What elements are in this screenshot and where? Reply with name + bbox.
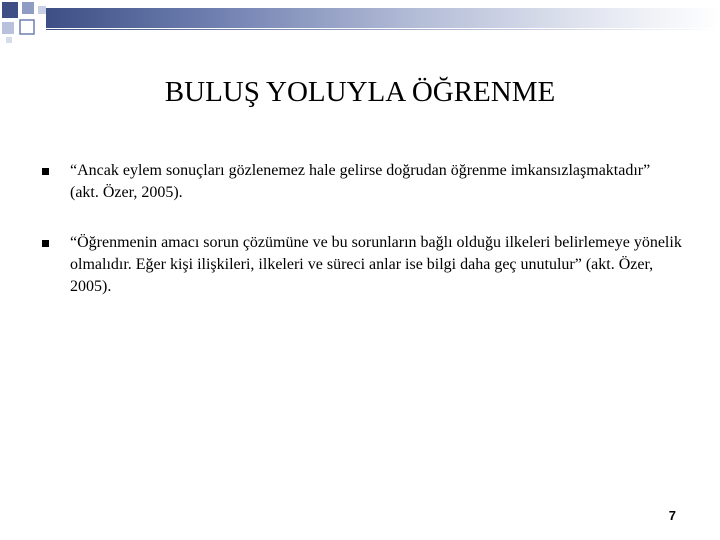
bullet-text: “Öğrenmenin amacı sorun çözümüne ve bu sorunların bağlı olduğu ilkeleri belirlemeye yönelik olmalıdır. Eğer kişi ilişkileri, ilkeleri ve süreci anlar ise bilgi daha geç unutulur” (akt. Özer, 2005). bbox=[70, 234, 682, 295]
bullet-item bbox=[42, 232, 682, 298]
square-bullet-icon bbox=[42, 240, 49, 247]
top-bar-fill bbox=[46, 8, 720, 28]
slide-title: BULUŞ YOLUYLA ÖĞRENME bbox=[164, 76, 556, 108]
top-gradient-bar bbox=[46, 8, 720, 28]
bullet-text: “Ancak eylem sonuçları gözlenemez hale gelirse doğrudan öğrenme imkansızlaşmaktadır” (akt. Özer, 2005). bbox=[70, 162, 651, 201]
page-number: 7 bbox=[668, 508, 676, 523]
top-bar-underline bbox=[46, 29, 720, 30]
bullet-item bbox=[42, 160, 682, 204]
bullet-list bbox=[42, 160, 682, 326]
square-bullet-icon bbox=[42, 168, 49, 175]
